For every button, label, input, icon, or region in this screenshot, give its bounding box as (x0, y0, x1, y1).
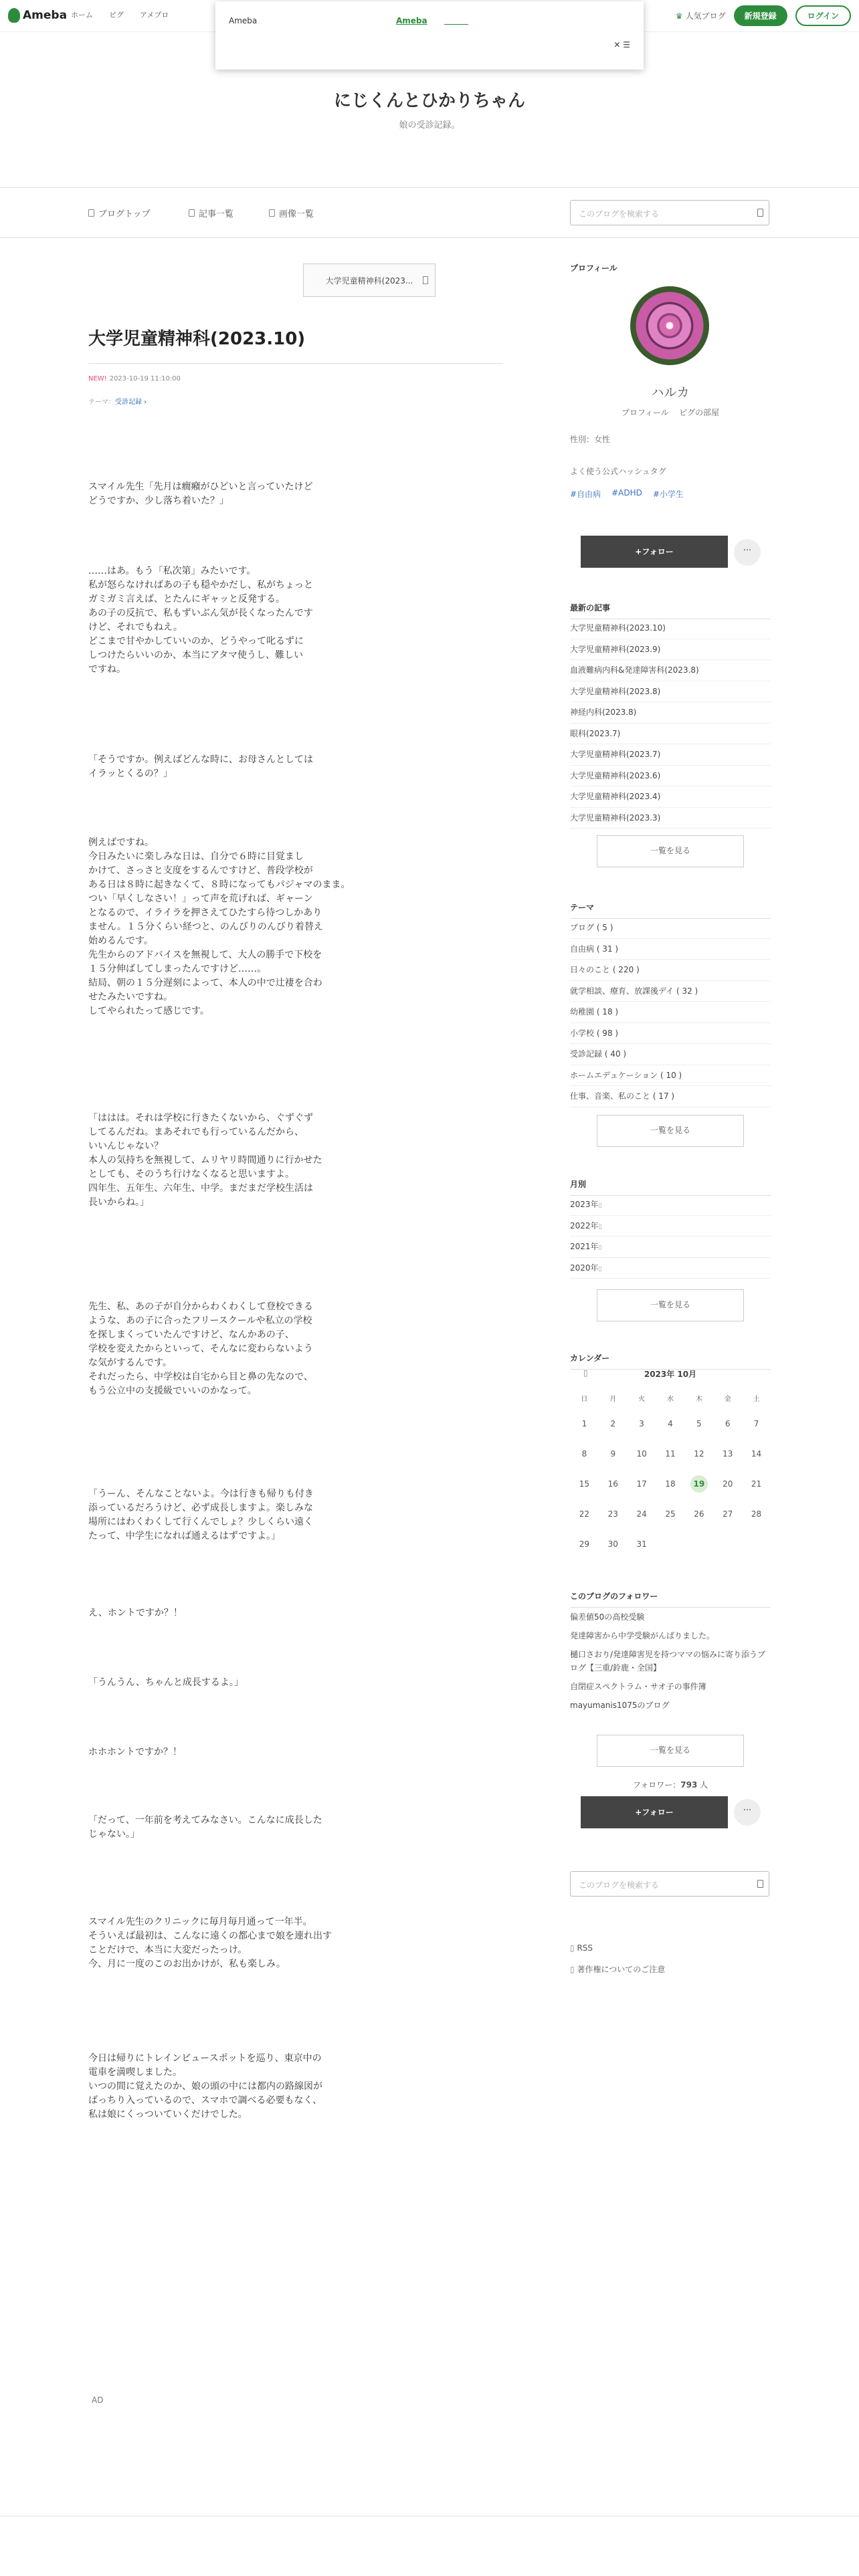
popular-blog-link[interactable] (676, 10, 726, 21)
calendar-day: 31 (636, 1539, 647, 1549)
calendar-day (713, 1529, 742, 1559)
archive-item[interactable] (570, 1258, 771, 1279)
home-icon (88, 209, 94, 217)
theme-heading: テーマ (570, 901, 771, 919)
calendar-day: 22 (579, 1509, 590, 1519)
popup-close-button[interactable] (613, 40, 630, 49)
archive-item[interactable] (570, 1194, 771, 1216)
recent-item[interactable]: 神経内科(2023.8) (570, 702, 771, 724)
subnav-blog-top-label: ブログトップ (98, 209, 151, 219)
ameba-logo[interactable] (8, 8, 67, 23)
prev-month-icon[interactable]: ▯ (583, 1368, 588, 1378)
follow-button[interactable]: +フォロー (581, 536, 728, 568)
calendar-day: 14 (751, 1448, 762, 1459)
paragraph-11: 「だって、一年前を考えてみなさい。こんなに成長した じゃない。」 (88, 1815, 322, 1840)
recent-item[interactable]: 大学児童精神科(2023.10) (570, 618, 771, 639)
weekday: 月 (609, 1395, 617, 1403)
popular-blog-label: 人気ブログ (685, 11, 726, 21)
calendar-day: 27 (723, 1509, 733, 1519)
calendar-day: 16 (607, 1479, 618, 1489)
archive-item[interactable] (570, 1237, 771, 1258)
calendar-day: 30 (607, 1539, 618, 1549)
crown-icon: ♛ (675, 11, 683, 21)
theme-more-button[interactable]: 一覧を見る (597, 1115, 744, 1147)
sidebar-search-input[interactable] (570, 1871, 769, 1897)
hashtag-list (570, 488, 771, 500)
signup-button[interactable]: 新規登録 (734, 5, 787, 26)
login-button[interactable]: ログイン (795, 5, 851, 26)
calendar-week (570, 1438, 771, 1469)
header-actions (676, 5, 851, 26)
entry-select-button[interactable] (303, 263, 436, 297)
paragraph-4: 例えばですね。 今日みたいに楽しみな日は、自分で６時に目覚まし かけて、さっさと支度をするんですけど、普段学校が ある日は８時に起きなくて、８時になってもパジャマのまま。 つい「早くしなさい！」って声を荒げれば、ギャーン となるので、イライラを押さえてひたすら待つしかあり ません。１５分くらい経つと、のんびりのんびり着替え 始めるんです。 先生からのアドバイスを無視して、大人の勝手で下校を １５分伸ばしてしまったんですけど……。 結局、朝の１５分遅刻によって、本人の中で辻褄を合わ せたみたいですね。 してやられたって感じです。 (88, 837, 351, 1016)
recent-more-button[interactable]: 一覧を見る (597, 835, 744, 867)
follower-count: フォロワー：793 人 (632, 1780, 708, 1790)
theme-list (570, 918, 771, 1107)
calendar-heading: カレンダー (570, 1352, 771, 1370)
sidebar-search-placeholder: このブログを検索する (579, 1881, 660, 1890)
recent-item[interactable]: 大学児童精神科(2023.7) (570, 744, 771, 766)
entry-theme (88, 396, 147, 406)
list-icon (189, 209, 195, 217)
pigg-room-link[interactable]: ピグの部屋 (679, 408, 720, 417)
copyright-link[interactable] (570, 1963, 771, 1975)
calendar-day: 17 (636, 1479, 647, 1489)
follower-list (570, 1608, 771, 1715)
search-icon[interactable] (757, 209, 763, 217)
calendar-day (684, 1529, 713, 1559)
calendar-day: 13 (723, 1448, 733, 1459)
theme-item[interactable]: 小学校 ( 98 ) (570, 1023, 771, 1045)
archive-item-label: 2022年 (570, 1220, 599, 1230)
menu-icon: ☰ (623, 40, 630, 49)
recent-item[interactable]: 大学児童精神科(2023.9) (570, 639, 771, 661)
calendar-day: 18 (665, 1479, 676, 1489)
profile-avatar[interactable] (630, 286, 709, 365)
blog-subnav (0, 187, 859, 238)
rss-label: RSS (577, 1943, 593, 1953)
hashtag-heading: よく使う公式ハッシュタグ (570, 467, 666, 476)
theme-item[interactable]: 受診記録 ( 40 ) (570, 1044, 771, 1065)
more-options-button[interactable]: ··· (734, 539, 761, 566)
archive-more-button[interactable]: 一覧を見る (597, 1289, 744, 1321)
theme-item[interactable]: ホームエデュケーション ( 10 ) (570, 1065, 771, 1087)
ameba-popup (215, 1, 644, 70)
more-options-button-bottom[interactable]: ··· (734, 1799, 761, 1826)
weekday: 木 (695, 1395, 702, 1403)
calendar-month-label: 2023年 10月 (644, 1370, 697, 1379)
calendar-day: 8 (581, 1448, 587, 1459)
paragraph-5: 「ははは。それは学校に行きたくないから、ぐずぐず してるんだね。まあそれでも行っているんだから、 いいんじゃない？ 本人の気持ちを無視して、ムリヤリ時間通りに行かせた としても、そのうち行けなくなると思いますよ。 四年生、五年生、六年生、中学。まだまだ学校生活は 長いからね。」 (88, 1113, 322, 1208)
calendar-day: 1 (581, 1418, 587, 1428)
subnav-image-list[interactable] (269, 207, 314, 219)
followers-heading: このブログのフォロワー (570, 1590, 771, 1608)
calendar-day: 12 (694, 1448, 704, 1459)
calendar-week (570, 1499, 771, 1529)
theme-item[interactable]: ブログ ( 5 ) (570, 918, 771, 939)
follower-count-unit: 人 (700, 1780, 708, 1790)
hashtag-1[interactable]: #自由病 (570, 490, 601, 499)
entry-date: 2023-10-19 11:10:00 (109, 375, 181, 383)
profile-gender: 性別：女性 (570, 435, 611, 444)
profile-name[interactable]: ハルカ (651, 385, 690, 400)
paragraph-8: え、ホントですか？！ (88, 1608, 183, 1618)
paragraph-10: ホホホントですか？！ (88, 1747, 182, 1757)
theme-link[interactable]: 受診記録 (115, 399, 142, 406)
archive-item-label: 2021年 (570, 1242, 599, 1251)
image-icon (269, 209, 275, 217)
archive-list (570, 1194, 771, 1279)
entry-select-label: 大学児童精神科(2023... (325, 276, 413, 286)
profile-links (570, 407, 771, 418)
subnav-image-list-label: 画像一覧 (279, 209, 314, 219)
theme-item[interactable]: 幼稚園 ( 18 ) (570, 1002, 771, 1023)
recent-list (570, 618, 771, 829)
weekday: 水 (666, 1395, 674, 1403)
entry-title[interactable]: 大学児童精神科(2023.10) (88, 325, 503, 364)
blog-title[interactable]: にじくんとひかりちゃん (333, 91, 525, 111)
calendar-day: 11 (665, 1448, 676, 1459)
nav-pigg[interactable]: ピグ (109, 11, 124, 19)
chevron-down-icon: ▯ (598, 1245, 602, 1251)
follower-item[interactable]: 自閉症スペクトラム・サオ子の事件簿 (570, 1682, 706, 1691)
popup-brand: Ameba (229, 16, 258, 25)
entry-meta (88, 375, 181, 383)
hashtag-2[interactable]: #ADHD (611, 488, 642, 498)
new-badge: NEW! (88, 375, 107, 383)
theme-item[interactable]: 就学相談、療育、放課後デイ ( 32 ) (570, 981, 771, 1002)
calendar-week (570, 1469, 771, 1499)
paragraph-6: 先生、私、あの子が自分からわくわくして登校できる ような、あの子に合ったフリースクールや私立の学校 を探しまくっていたんですけど、なんかあの子、 学校を変えたからといって、そんなに変わらないよう な気がするんです。 それだったら、中学校は自宅から目と鼻の先なので、 もう公立中の支援級でいいのかなって。 (88, 1301, 313, 1396)
archive-item[interactable] (570, 1216, 771, 1237)
chevron-right-icon: › (142, 399, 147, 406)
follow-button-bottom[interactable]: +フォロー (581, 1796, 728, 1828)
calendar-day-today[interactable] (684, 1469, 713, 1499)
calendar-day: 9 (610, 1448, 616, 1459)
recent-item[interactable]: 眼科(2023.7) (570, 724, 771, 745)
subnav-blog-top[interactable] (88, 207, 151, 219)
weekday: 土 (753, 1395, 760, 1403)
recent-heading: 最新の記事 (570, 602, 771, 619)
weekday: 金 (724, 1395, 731, 1403)
paragraph-13: 今日は帰りにトレインビュースポットを巡り、東京中の 電車を満喫しました。 いつの間に覚えたのか、娘の頭の中には都内の路線図が ばっちり入っているので、スマホで調べる必要もなく、 私は娘にくっついていくだけでした。 (88, 2053, 322, 2120)
calendar-day: 23 (607, 1509, 618, 1519)
calendar-day: 26 (694, 1509, 704, 1519)
calendar-day: 25 (665, 1509, 676, 1519)
calendar-month (570, 1368, 771, 1380)
calendar-day: 21 (751, 1479, 762, 1489)
follower-item[interactable]: 発達障害から中学受験がんばりました。 (570, 1631, 715, 1640)
paragraph-12: スマイル先生のクリニックに毎月毎月通って一年半。 そういえば最初は、こんなに遠くの都心まで娘を連れ出す ことだけで、本当に大変だったっけ。 今、月に一度のこのお出かけが、私も楽しみ。 (88, 1917, 332, 1969)
calendar-day (742, 1529, 771, 1559)
subnav-entry-list-label: 記事一覧 (199, 209, 234, 219)
nav-home[interactable]: ホーム (71, 11, 93, 19)
blog-search-input[interactable] (570, 200, 769, 225)
theme-item[interactable]: 仕事、音楽、私のこと ( 17 ) (570, 1086, 771, 1107)
blog-description: 娘の受診記録。 (399, 120, 460, 130)
chevron-down-icon: ▯ (598, 1223, 602, 1230)
ameba-logo-icon (8, 8, 20, 23)
subnav-entry-list[interactable] (189, 207, 233, 219)
popup-link[interactable]: Ameba (396, 16, 427, 25)
paragraph-1: スマイル先生「先月は癇癪がひどいと言っていたけど どうですか、少し落ち着いた？」 (88, 481, 313, 506)
archive-item-label: 2023年 (570, 1200, 599, 1209)
follower-item[interactable]: 偏差値50の高校受験 (570, 1612, 645, 1622)
chevron-down-icon: ▯ (598, 1265, 602, 1273)
chevron-down-icon: ▯ (598, 1202, 602, 1209)
recent-item[interactable]: 大学児童精神科(2023.4) (570, 786, 771, 808)
profile-link[interactable]: プロフィール (621, 408, 669, 417)
today-marker: 19 (690, 1475, 708, 1493)
archive-heading: 月別 (570, 1178, 771, 1196)
calendar-day: 29 (579, 1539, 590, 1549)
calendar-table (570, 1387, 771, 1559)
logo-text: Ameba (23, 9, 68, 22)
archive-item-label: 2020年 (570, 1263, 599, 1273)
recent-item[interactable]: 大学児童精神科(2023.8) (570, 681, 771, 703)
weekday: 日 (581, 1395, 588, 1403)
follower-count-value: 793 (680, 1780, 698, 1790)
calendar-day: 6 (725, 1418, 731, 1428)
paragraph-9: 「うんうん、ちゃんと成長するよ。」 (88, 1677, 244, 1688)
recent-item[interactable]: 血液難病内科&発達障害科(2023.8) (570, 660, 771, 681)
calendar-day: 4 (668, 1418, 673, 1428)
popup-underline (444, 24, 468, 25)
ad-label: AD (92, 2395, 104, 2405)
calendar-day: 24 (636, 1509, 647, 1519)
search-placeholder: このブログを検索する (579, 209, 660, 219)
calendar-day: 20 (723, 1479, 733, 1489)
hashtag-3[interactable]: #小学生 (652, 490, 684, 499)
calendar-week (570, 1408, 771, 1438)
followers-more-button[interactable]: 一覧を見る (597, 1735, 744, 1767)
calendar-day: 3 (639, 1418, 644, 1428)
calendar-day: 10 (636, 1448, 647, 1459)
info-icon: ▯ (570, 1965, 575, 1974)
dropdown-icon (423, 276, 428, 284)
calendar-day: 2 (610, 1418, 616, 1428)
paragraph-7: 「うーん、そんなことないよ。今は行きも帰りも付き 添っているだろうけど、必ず成長しますよ。楽しみな 場所にはわくわくして行くんでしょ？少しくらい遠く たって、中学生になれば通えるはずですよ。」 (88, 1489, 314, 1541)
calendar-weekdays (570, 1387, 771, 1408)
paragraph-3: 「そうですか。例えばどんな時に、お母さんとしては イラッとくるの？」 (88, 754, 313, 779)
calendar-week (570, 1529, 771, 1559)
calendar-day: 28 (751, 1509, 762, 1519)
follower-item[interactable]: 樋口さおり/発達障害児を持つママの悩みに寄り添うブログ【三重/鈴鹿・全国】 (570, 1650, 766, 1673)
follower-item[interactable]: mayumanis1075のブログ (570, 1701, 670, 1710)
search-icon[interactable] (757, 1880, 763, 1888)
global-nav (71, 9, 169, 20)
recent-item[interactable]: 大学児童精神科(2023.3) (570, 808, 771, 829)
theme-item[interactable]: 日々のこと ( 220 ) (570, 960, 771, 981)
calendar-day: 15 (579, 1479, 590, 1489)
close-icon: ✕ (613, 40, 621, 49)
weekday: 火 (638, 1395, 646, 1403)
rss-icon: ▯ (570, 1943, 575, 1953)
recent-item[interactable]: 大学児童精神科(2023.6) (570, 766, 771, 787)
paragraph-2: ……はあ。もう「私次第」みたいです。 私が怒らなければあの子も穏やかだし、私がちょっと ガミガミ言えば、とたんにギャッと反発する。 あの子の反抗で、私もずいぶん気が長くなったんです けど、それでもねえ。 どこまで甘やかしていいのか、どうやって叱るずに しつけたらいいのか、本当にアタマ使うし、難しい ですね。 (88, 566, 313, 675)
calendar-day: 7 (753, 1418, 759, 1428)
profile-heading: プロフィール (570, 263, 617, 273)
follower-count-label: フォロワー (632, 1780, 673, 1790)
calendar-day: 5 (696, 1418, 702, 1428)
theme-label: テーマ： (88, 399, 115, 406)
theme-item[interactable]: 自由病 ( 31 ) (570, 939, 771, 960)
calendar-day (656, 1529, 685, 1559)
nav-ameblo[interactable]: アメブロ (140, 11, 169, 19)
copyright-label: 著作権についてのご注意 (577, 1965, 666, 1974)
rss-link[interactable] (570, 1943, 771, 1953)
